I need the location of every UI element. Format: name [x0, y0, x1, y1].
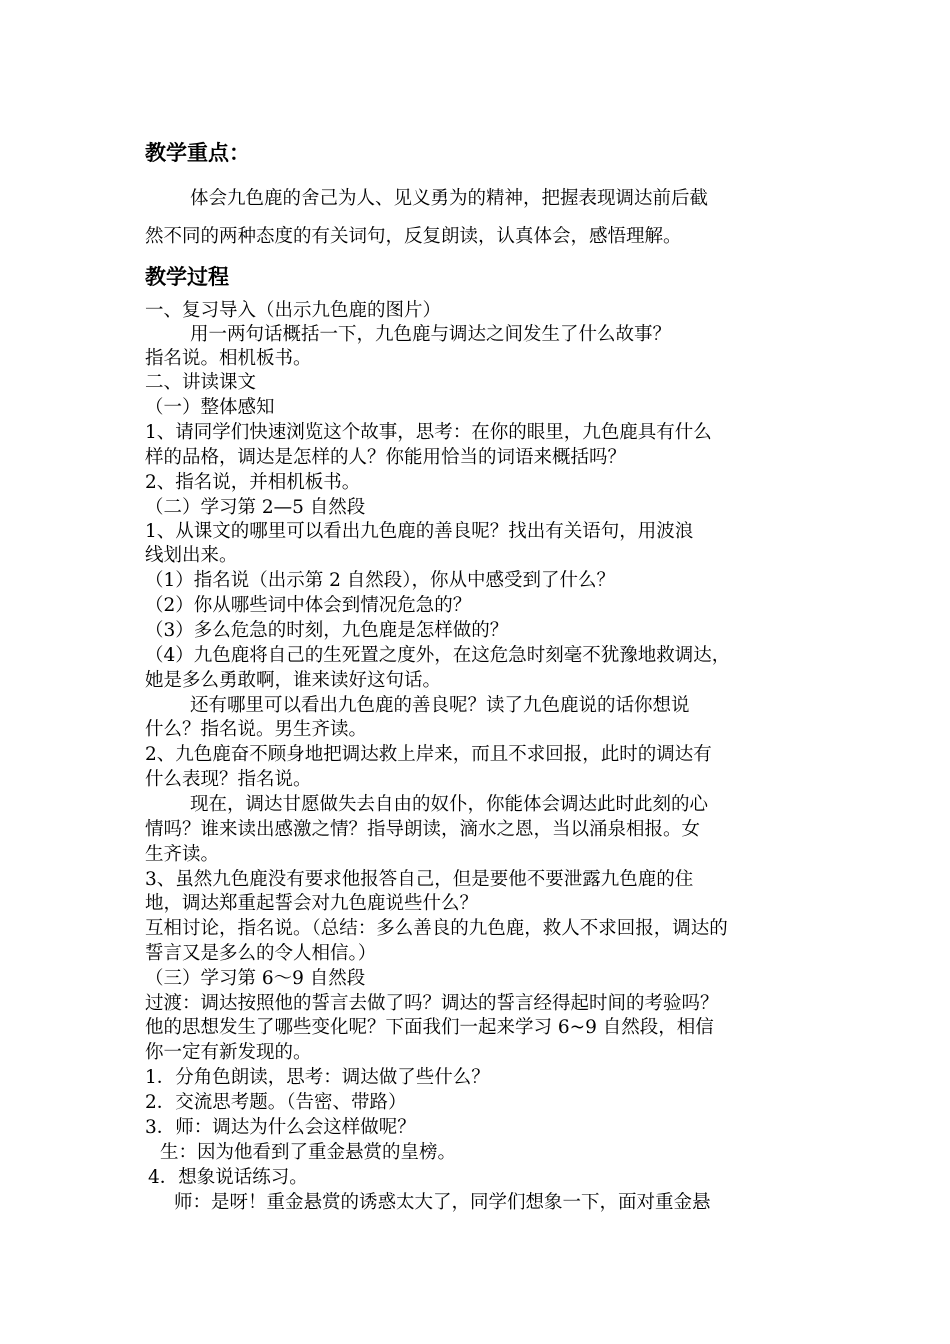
body-line: 誓言又是多么的令人相信。） — [145, 943, 377, 964]
body-line: 她是多么勇敢啊，谁来读好这句话。 — [145, 670, 442, 691]
body-line: 二、讲读课文 — [145, 372, 257, 393]
body-line: 1、请同学们快速浏览这个故事，思考：在你的眼里，九色鹿具有什么 — [145, 422, 712, 443]
body-line: 一、复习导入（出示九色鹿的图片） — [145, 300, 442, 321]
body-line: 现在，调达甘愿做失去自由的奴仆，你能体会调达此时此刻的心 — [190, 794, 709, 815]
body-line: 他的思想发生了哪些变化呢？下面我们一起来学习 6~9 自然段，相信 — [145, 1017, 714, 1038]
body-line: 地，调达郑重起誓会对九色鹿说些什么？ — [145, 893, 479, 914]
key-points-line-1: 体会九色鹿的舍己为人、见义勇为的精神，把握表现调达前后截 — [190, 188, 709, 209]
body-line: 指名说。相机板书。 — [145, 348, 312, 369]
body-line: （一）整体感知 — [145, 397, 275, 418]
body-line: 情吗？谁来读出感激之情？指导朗读，滴水之恩，当以涌泉相报。女 — [145, 819, 701, 840]
body-line: 2．交流思考题。（告密、带路） — [145, 1092, 407, 1113]
body-line: （2）你从哪些词中体会到情况危急的？ — [145, 595, 472, 616]
body-line: （二）学习第 2—5 自然段 — [145, 497, 366, 518]
body-line: 4．想象说话练习。 — [148, 1167, 308, 1188]
body-line: 什么？指名说。男生齐读。 — [145, 719, 368, 740]
key-points-line-2: 然不同的两种态度的有关词句，反复朗读，认真体会，感悟理解。 — [145, 226, 682, 247]
body-line: 线划出来。 — [145, 545, 238, 566]
body-line: 3．师：调达为什么会这样做呢？ — [145, 1117, 416, 1138]
body-line: 用一两句话概括一下，九色鹿与调达之间发生了什么故事？ — [190, 324, 672, 345]
body-line: 样的品格，调达是怎样的人？你能用恰当的词语来概括吗？ — [145, 447, 627, 468]
body-line: 3、虽然九色鹿没有要求他报答自己，但是要他不要泄露九色鹿的住 — [145, 869, 694, 890]
body-line: 还有哪里可以看出九色鹿的善良呢？读了九色鹿说的话你想说 — [190, 695, 690, 716]
body-line: 什么表现？指名说。 — [145, 769, 312, 790]
body-line: （4）九色鹿将自己的生死置之度外，在这危急时刻毫不犹豫地救调达， — [145, 645, 731, 666]
body-line: 师：是呀！重金悬赏的诱惑太大了，同学们想象一下，面对重金悬 — [174, 1192, 711, 1213]
process-heading: 教学过程 — [145, 264, 229, 289]
body-line: 1．分角色朗读，思考：调达做了些什么？ — [145, 1067, 490, 1088]
body-line: 生：因为他看到了重金悬赏的皇榜。 — [160, 1142, 457, 1163]
body-line: 1、从课文的哪里可以看出九色鹿的善良呢？找出有关语句，用波浪 — [145, 521, 694, 542]
body-line: 2、九色鹿奋不顾身地把调达救上岸来，而且不求回报，此时的调达有 — [145, 744, 712, 765]
body-line: （三）学习第 6～9 自然段 — [145, 968, 366, 989]
body-line: 互相讨论，指名说。（总结：多么善良的九色鹿，救人不求回报，调达的 — [145, 918, 728, 939]
body-line: （3）多么危急的时刻，九色鹿是怎样做的？ — [145, 620, 509, 641]
body-line: 2、指名说，并相机板书。 — [145, 472, 361, 493]
body-line: （1）指名说（出示第 2 自然段），你从中感受到了什么？ — [145, 570, 616, 591]
key-points-heading: 教学重点： — [145, 140, 250, 165]
body-line: 你一定有新发现的。 — [145, 1042, 312, 1063]
body-line: 过渡：调达按照他的誓言去做了吗？调达的誓言经得起时间的考验吗？ — [145, 993, 719, 1014]
body-line: 生齐读。 — [145, 844, 220, 865]
